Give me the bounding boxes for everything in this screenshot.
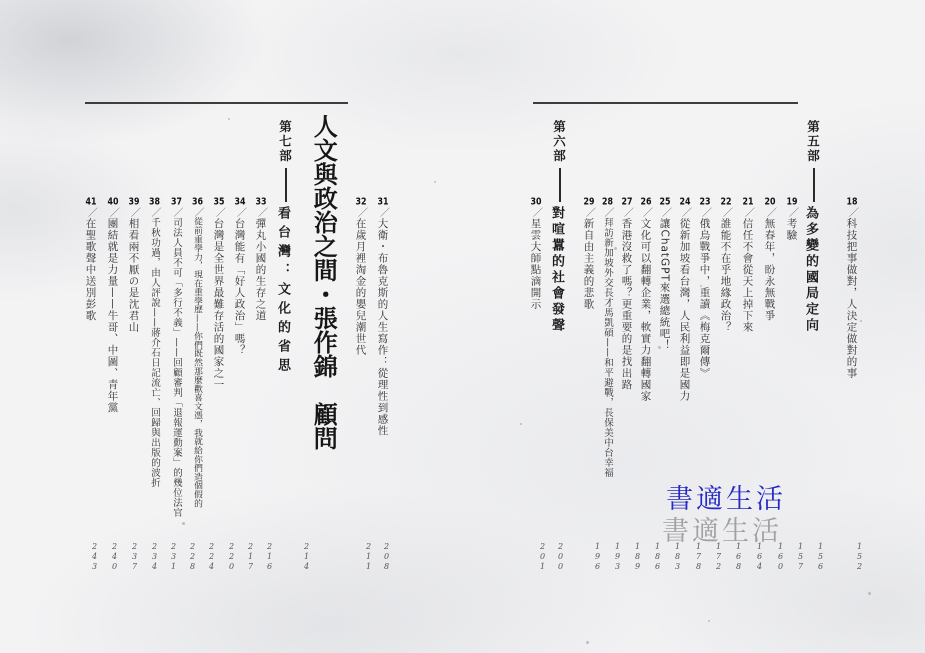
toc-entry-number: 31	[377, 197, 389, 207]
page-number: 234	[150, 542, 159, 572]
toc-entry	[355, 197, 366, 356]
section-connector-line	[559, 168, 561, 202]
toc-entry	[846, 197, 857, 379]
toc-entry	[234, 197, 245, 356]
slash-separator: ／	[171, 207, 182, 218]
slash-separator: ／	[255, 207, 267, 218]
page-number: 243	[90, 542, 99, 572]
slash-separator: ／	[602, 207, 613, 218]
toc-entry	[786, 197, 797, 241]
page-number: 216	[265, 542, 274, 572]
toc-entry-number: 27	[621, 197, 633, 207]
toc-entry-title: 在歲月裡淘金的嬰兒潮世代	[354, 218, 367, 356]
toc-entry-title: 從前重學力，現在重學歷——你們既然那麼歡喜文憑，我就給你們造個假的	[192, 217, 202, 508]
slash-separator: ／	[742, 207, 754, 218]
speckle-dot	[434, 181, 436, 183]
slash-separator: ／	[128, 207, 140, 218]
page-number: 189	[633, 542, 642, 572]
page-number: 160	[776, 542, 785, 572]
toc-entry	[107, 197, 118, 414]
page-number: 228	[188, 542, 197, 572]
toc-entry-title: 科技把事做對，人決定做對的事	[845, 218, 858, 379]
toc-entry	[621, 197, 632, 391]
page-number: 220	[227, 542, 236, 572]
page-number: 201	[538, 542, 547, 572]
toc-entry	[720, 197, 731, 333]
speckle-dot	[182, 522, 185, 525]
toc-entry-title: 相看兩不厭の是沈君山	[127, 218, 140, 333]
toc-entry-title: 在聖歌聲中送別彭歌	[84, 218, 97, 322]
slash-separator: ／	[846, 207, 858, 218]
toc-entry	[128, 197, 139, 333]
page-number: 211	[364, 542, 373, 572]
toc-entry-number: 22	[720, 197, 732, 207]
toc-entry-number: 37	[171, 197, 182, 207]
toc-entry-title: 拜訪新加坡外交長才馬凱碩——和平避戰，長保美中台幸福	[602, 217, 613, 478]
speckle-dot	[586, 641, 589, 644]
toc-entry-number: 18	[846, 197, 858, 207]
toc-entry-title: 星雲大師點滴開示	[529, 218, 542, 310]
slash-separator: ／	[699, 207, 711, 218]
toc-entry	[85, 197, 96, 322]
toc-entry-title: 信任不會從天上掉下來	[741, 218, 754, 333]
page-number: 214	[302, 542, 311, 572]
slash-separator: ／	[659, 207, 671, 218]
toc-entry-number: 33	[255, 197, 267, 207]
toc-entry	[659, 197, 670, 351]
slash-separator: ／	[107, 207, 119, 218]
slash-separator: ／	[640, 207, 652, 218]
toc-entry-number: 25	[659, 197, 671, 207]
page-number: 193	[613, 542, 622, 572]
page-number: 217	[246, 542, 255, 572]
slash-separator: ／	[355, 207, 367, 218]
toc-entry	[640, 197, 651, 402]
part-label: 第五部	[805, 120, 821, 164]
toc-entry	[377, 197, 388, 437]
toc-entry-number: 19	[786, 197, 798, 207]
toc-entry-title: 從新加坡看台灣，人民利益即是國力	[678, 218, 691, 402]
toc-entry-title: 讓ChatGPT來選總統吧！	[658, 218, 671, 351]
page-number: 237	[130, 542, 139, 572]
slash-separator: ／	[234, 207, 246, 218]
toc-entry-title: 誰能不在乎地緣政治？	[719, 218, 732, 333]
toc-entry-title: 無春年，盼永無戰爭	[763, 218, 776, 322]
toc-entry	[602, 197, 612, 478]
toc-entry-title: 香港沒救了嗎？更重要的是找出路	[620, 218, 633, 391]
page-number: 196	[593, 542, 602, 572]
slash-separator: ／	[377, 207, 389, 218]
slash-separator: ／	[786, 207, 798, 218]
toc-entry-title: 俄烏戰爭中，重讀《梅克爾傳》	[698, 218, 711, 379]
toc-entry	[679, 197, 690, 402]
toc-entry-title: 新自由主義的悲歌	[582, 218, 595, 310]
toc-entry-title: 千秋功過，由人評說——蔣介石日記流亡、回歸與出版的波折	[149, 217, 160, 488]
slash-separator: ／	[192, 207, 203, 217]
page-number: 240	[110, 542, 119, 572]
section-connector-line	[285, 168, 287, 202]
slash-separator: ／	[679, 207, 691, 218]
toc-entry-number: 40	[107, 197, 119, 207]
toc-entry-number: 20	[764, 197, 776, 207]
toc-entry	[149, 197, 159, 488]
page-number: 157	[796, 542, 805, 572]
toc-entry-number: 41	[85, 197, 97, 207]
page-number: 168	[734, 542, 743, 572]
toc-entry-number: 36	[192, 197, 203, 207]
slash-separator: ／	[764, 207, 776, 218]
toc-entry-number: 26	[640, 197, 652, 207]
toc-entry-number: 39	[128, 197, 140, 207]
page-number: 186	[653, 542, 662, 572]
speckle-dot	[860, 320, 862, 322]
toc-entry	[213, 197, 224, 391]
toc-entry-number: 34	[234, 197, 246, 207]
page-number: 156	[816, 542, 825, 572]
toc-entry-title: 台灣能有「好人政治」嗎？	[233, 218, 246, 356]
page-number: 231	[169, 542, 178, 572]
part-heading: 對喧囂的社會發聲	[549, 206, 564, 334]
part-heading: 看台灣：文化的省思	[275, 206, 290, 377]
speckle-dot	[520, 423, 522, 425]
toc-entry-title: 考驗	[785, 218, 798, 241]
toc-entry-number: 35	[213, 197, 225, 207]
page-number: 224	[207, 542, 216, 572]
toc-entry-title: 司法人員不可「多行不義」——回顧審判「退報運動案」的幾位法官	[171, 217, 182, 518]
page-number: 183	[673, 542, 682, 572]
watermark-blue: 書適生活	[666, 484, 786, 515]
part-heading: 為多變的國局定向	[803, 206, 818, 334]
speckle-dot	[228, 118, 230, 120]
slash-separator: ／	[85, 207, 97, 218]
toc-entry	[530, 197, 541, 310]
top-rule-left-page	[85, 102, 348, 104]
top-rule-right-page	[533, 102, 798, 104]
toc-entry-number: 28	[602, 197, 613, 207]
toc-entry-title: 團結就是力量——牛哥、中圖、青年黨	[106, 218, 119, 414]
speckle-dot	[708, 620, 710, 622]
toc-entry	[742, 197, 753, 333]
page-number: 152	[855, 542, 864, 572]
page-number: 178	[694, 542, 703, 572]
toc-entry-number: 38	[149, 197, 160, 207]
toc-entry-title: 彈丸小國的生存之道	[254, 218, 267, 322]
toc-entry	[192, 197, 202, 507]
speckle-dot	[614, 247, 617, 250]
toc-entry	[583, 197, 594, 310]
page-number: 172	[714, 542, 723, 572]
watermark-gray: 書適生活	[662, 516, 782, 547]
section-connector-line	[813, 168, 815, 202]
slash-separator: ／	[583, 207, 595, 218]
page-number: 164	[755, 542, 764, 572]
toc-entry-number: 29	[583, 197, 595, 207]
part-label: 第七部	[277, 120, 293, 164]
toc-entry-number: 30	[530, 197, 542, 207]
toc-entry-number: 21	[742, 197, 754, 207]
toc-entry	[699, 197, 710, 379]
toc-entry-number: 24	[679, 197, 691, 207]
slash-separator: ／	[621, 207, 633, 218]
toc-entry	[171, 197, 181, 518]
toc-entry-number: 23	[699, 197, 711, 207]
slash-separator: ／	[720, 207, 732, 218]
slash-separator: ／	[530, 207, 542, 218]
toc-entry-title: 大衛・布魯克斯的人生寫作：從理性到感性	[376, 218, 389, 437]
book-part-title: 人文與政治之間・張作錦 顧問	[309, 114, 339, 450]
page-number: 208	[382, 542, 391, 572]
toc-entry-number: 32	[355, 197, 367, 207]
toc-entry	[255, 197, 266, 322]
toc-entry-title: 台灣是全世界最難存活的國家之一	[212, 218, 225, 391]
part-label: 第六部	[551, 120, 567, 164]
page-number: 200	[556, 542, 565, 572]
slash-separator: ／	[213, 207, 225, 218]
toc-entry-title: 文化可以翻轉企業，軟實力翻轉國家	[639, 218, 652, 402]
toc-entry	[764, 197, 775, 322]
speckle-dot	[868, 592, 871, 595]
slash-separator: ／	[149, 207, 160, 218]
